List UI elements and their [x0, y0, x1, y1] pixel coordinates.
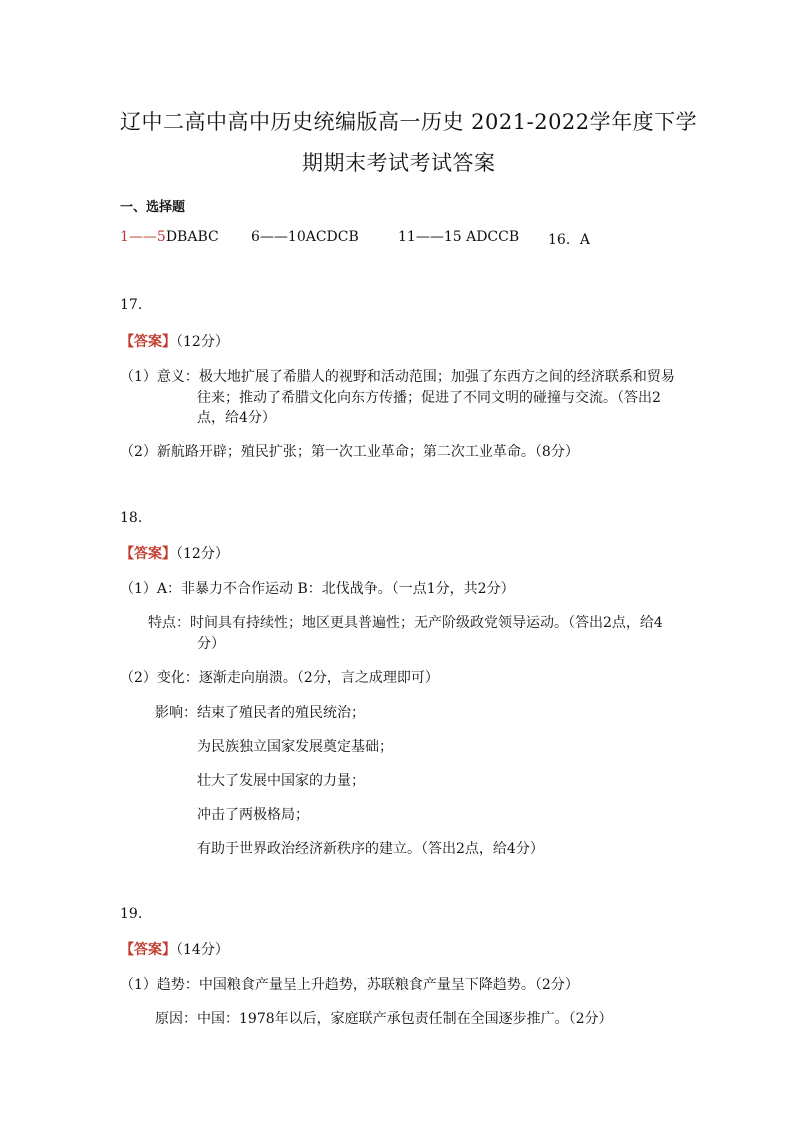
- choice-range-1-5: 1——5: [120, 229, 166, 245]
- q17-answer-tag: 【答案】: [120, 334, 176, 350]
- section-heading-choice: 一、选择题: [120, 200, 186, 215]
- q17-part1-line3: 点，给4分）: [197, 410, 276, 426]
- choice-letters-1-5: DBABC: [165, 229, 219, 245]
- q18-impact-1: 影响：结束了殖民者的殖民统治；: [155, 705, 365, 721]
- q18-feature-line2: 分）: [197, 636, 225, 652]
- choice-answers-11-15: 11——15 ADCCB: [398, 229, 520, 245]
- q18-feature-line1: 特点：时间具有持续性；地区更具普遍性；无产阶级政党领导运动。（答出2点，给4: [148, 615, 663, 631]
- q17-part1-line1: （1）意义：极大地扩展了希腊人的视野和活动范围；加强了东西方之间的经济联系和贸易: [120, 369, 675, 385]
- q18-answer-tag: 【答案】: [120, 546, 176, 562]
- choice-answers-1-5: [120, 229, 219, 245]
- q18-points: （12分）: [176, 546, 229, 562]
- q17-points: （12分）: [176, 334, 229, 350]
- q17-part1-line2: 往来；推动了希腊文化向东方传播；促进了不同文明的碰撞与交流。（答出2: [197, 390, 661, 406]
- q18-impact-4: 冲击了两极格局；: [197, 807, 309, 823]
- q18-number: 18.: [120, 510, 143, 526]
- q19-answer-header: [120, 939, 229, 959]
- q18-impact-5: 有助于世界政治经济新秩序的建立。（答出2点，给4分）: [197, 841, 544, 857]
- q18-part1: （1）A：非暴力不合作运动 B：北伐战争。（一点1分，共2分）: [120, 581, 515, 597]
- q19-points: （14分）: [176, 942, 229, 958]
- q19-answer-tag: 【答案】: [120, 942, 176, 958]
- q18-impact-3: 壮大了发展中国家的力量；: [197, 773, 365, 789]
- q19-number: 19.: [120, 906, 143, 922]
- q18-answer-header: [120, 543, 229, 563]
- page-title-line-1: 辽中二高中高中历史统编版高一历史 2021-2022学年度下学: [120, 110, 698, 134]
- choice-answers-6-10: 6——10ACDCB: [251, 229, 359, 245]
- q17-answer-header: [120, 331, 229, 351]
- page-title-line-2: 期期末考试考试答案: [302, 151, 496, 175]
- q18-impact-2: 为民族独立国家发展奠定基础；: [197, 739, 393, 755]
- q19-part1: （1）趋势：中国粮食产量呈上升趋势，苏联粮食产量呈下降趋势。（2分）: [120, 977, 579, 993]
- q17-part2: （2）新航路开辟；殖民扩张；第一次工业革命；第二次工业革命。（8分）: [120, 444, 579, 460]
- choice-answer-16: 16．A: [548, 232, 590, 248]
- q19-reason: 原因：中国：1978年以后，家庭联产承包责任制在全国逐步推广。（2分）: [155, 1011, 613, 1027]
- q18-part2: （2）变化：逐渐走向崩溃。（2分，言之成理即可）: [120, 670, 439, 686]
- q17-number: 17.: [120, 297, 143, 313]
